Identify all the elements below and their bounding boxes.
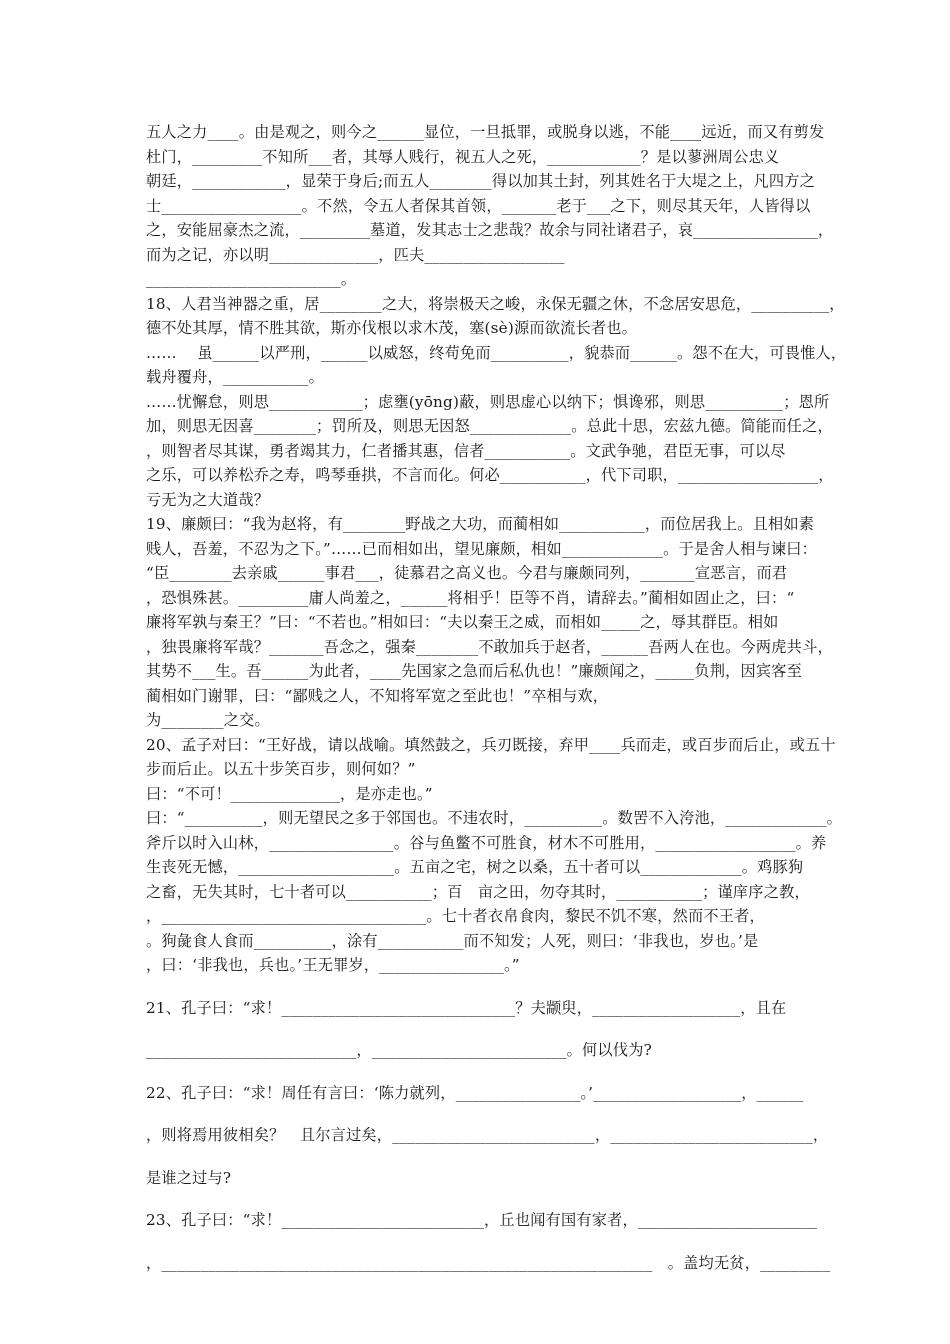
spacer [146, 1233, 858, 1251]
text-line: ，独畏廉将军哉？_______吾念之，强秦________不敢加兵于赵者，______吾两人在也。今两虎共斗， [146, 637, 833, 656]
text-line: 之，安能屈豪杰之流，_________墓道，发其志士之悲哉？故余与同社诸君子，哀________________， [146, 221, 834, 239]
text-line: ……忧懈怠，则思____________；虑壅(yōng)蔽，则思虚心以纳下；惧谗邪，则思__________；恩所 [146, 392, 830, 411]
text-line: 朝廷，____________，显荣于身后;而五人________得以加其土封，列其姓名于大堤之上，凡四方之 [146, 172, 815, 190]
text-line: 亏无为之大道哉？ [146, 490, 270, 509]
text-line: ，曰：‘非我也，兵也。’王无罪岁，________________。” [146, 956, 520, 974]
text-line: 杜门，_________不知所___者，其辱人贱行，视五人之死，____________？是以蓼洲周公忠义 [146, 147, 780, 166]
question-19: 19、廉颇曰：“我为赵将，有________野战之大功，而蔺相如___________，而位居我上。且相如素 [146, 515, 815, 533]
text-line: 。狗彘食人食而__________，涂有___________而不知发；人死，则曰：‘非我也，岁也。’是 [146, 931, 759, 950]
spacer [146, 1190, 858, 1208]
text-line: 为________之交。 [146, 711, 270, 729]
text-line: 而为之记，亦以明______________，匹夫__________________ [146, 245, 565, 264]
text-line: 其势不___生。吾______为此者，____先国家之急而后私仇也！”廉颇闻之，_____负荆，因宾客至 [146, 662, 803, 680]
text-line: ，则智者尽其谋，勇者竭其力，仁者播其惠，信者___________。文武争驰，君臣无事，可以尽 [146, 441, 786, 460]
spacer [146, 1063, 858, 1081]
spacer [146, 1105, 858, 1123]
text-line: 德不处其厚，情不胜其欲，斯亦伐根以求木茂，塞(sè)源而欲流长者也。 [146, 319, 638, 337]
text-line: 之畜，无失其时，七十者可以___________；百 亩之田，勿夺其时，___________；谨庠序之教， [146, 882, 810, 901]
text-line: ，恐惧殊甚。_________庸人尚羞之，______将相乎！臣等不肖，请辞去。”蔺相如固止之，曰：“ [146, 588, 795, 607]
question-20: 20、孟子对曰：“王好战，请以战喻。填然鼓之，兵刃既接，弃甲____兵而走，或百步而后止，或五十 [146, 735, 836, 754]
text-line: 载舟覆舟，___________。 [146, 368, 325, 386]
passage-text [146, 120, 858, 1275]
text-line: ，__________________________________。七十者衣帛食肉，黎民不饥不寒，然而不王者， [146, 907, 765, 925]
text-line: ___________________________，_________________________。何以伐为? [146, 1041, 652, 1059]
text-line: ，则将焉用彼相矣？ 且尔言过矣，__________________________，__________________________， [146, 1126, 829, 1144]
text-line: 贱人，吾羞，不忍为之下。”……已而相如出，望见廉颇，相如_____________。于是舍人相与谏曰： [146, 539, 818, 558]
text-line: 廉将军孰与秦王？”曰：“不若也。”相如曰：“夫以秦王之威，而相如_____之，辱其群臣。相如 [146, 613, 779, 631]
text-line: 曰：“不可！______________，是亦走也。” [146, 784, 433, 803]
question-23: 23、孔子曰：“求！__________________________，丘也闻有国有家者，_______________________ [146, 1211, 818, 1229]
text-line: 士__________________。不然，令五人者保其首领，_______老于___之下，则尽其天年，人皆得以 [146, 196, 811, 215]
text-line: 斧斤以时入山林，________________。谷与鱼鳖不可胜食，材木不可胜用，__________________。养 [146, 833, 827, 852]
text-line: 蔺相如门谢罪，曰：“鄙贱之人，不知将军宽之至此也！”卒相与欢， [146, 686, 609, 705]
spacer [146, 978, 858, 996]
text-line: 曰：“__________，则无望民之多于邻国也。不违农时，__________。数罟不入洿池，_____________。 [146, 809, 843, 827]
text-line: …… 虽______以严刑，______以威怒，终苟免而__________，貌恭而______。怨不在大，可畏惟人， [146, 343, 847, 362]
text-line: 是谁之过与? [146, 1168, 232, 1187]
text-line: “臣________去亲戚______事君___，徒慕君之高义也。今君与廉颇同列，_______宣恶言，而君 [146, 564, 788, 582]
text-line: 之乐，可以养松乔之寿，鸣琴垂拱，不言而化。何必___________，代下司职，__________________， [146, 466, 834, 484]
question-21: 21、孔子曰：“求！______________________________？夫颛臾，___________________，且在 [146, 998, 787, 1017]
text-line: 五人之力____。由是观之，则今之______显位，一旦抵罪，或脱身以逃，不能____远近，而又有剪发 [146, 123, 825, 141]
text-line: _________________________。 [146, 270, 357, 288]
text-line: 生丧死无憾，____________________。五亩之宅，树之以桑，五十者可以_____________。鸡豚狗 [146, 858, 804, 876]
spacer [146, 1148, 858, 1166]
spacer [146, 1020, 858, 1038]
text-line: 加，则思无因喜________；罚所及，则思无因怒_____________。总此十思，宏兹九德。简能而任之， [146, 417, 833, 435]
question-22: 22、孔子曰：“求！周任有言曰：‘陈力就列，________________。’___________________，______ [146, 1083, 804, 1102]
question-18: 18、人君当神器之重，居________之大，将崇极天之峻，永保无疆之休，不念居安思危，__________， [146, 294, 845, 313]
text-line: ，_______________________________________________________________ 。盖均无贫，_________ [146, 1253, 831, 1272]
text-line: 步而后止。以五十步笑百步，则何如？” [146, 760, 416, 778]
